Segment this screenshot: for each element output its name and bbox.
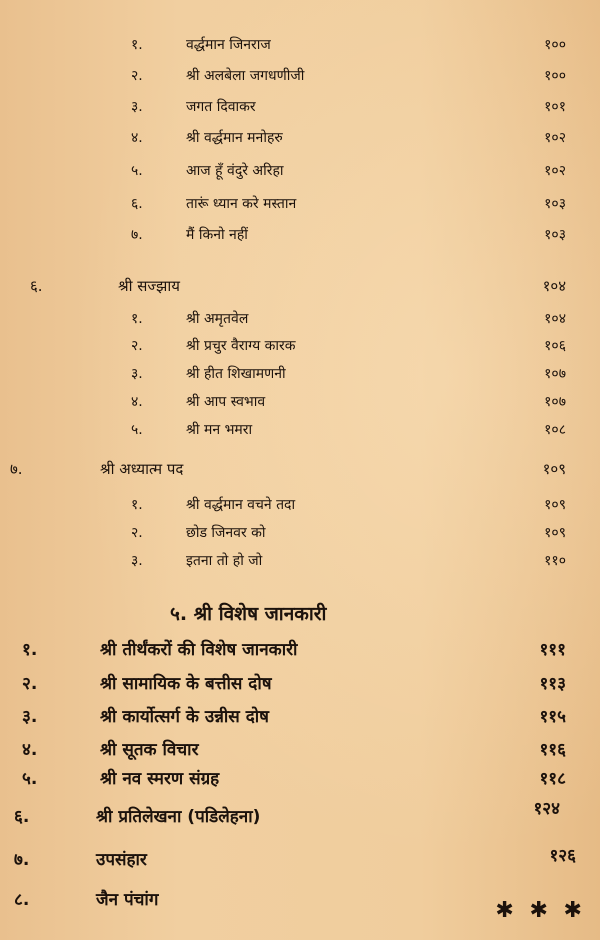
chapter-heading: ५. श्री विशेष जानकारी — [170, 603, 327, 625]
item-title: जगत दिवाकर — [186, 99, 256, 115]
page-number: ११६ — [539, 740, 566, 760]
list-item — [0, 418, 600, 442]
item-number: ३. — [131, 99, 143, 115]
item-number: ७. — [14, 850, 30, 870]
page-number: ११५ — [539, 707, 566, 727]
page-number: १०१ — [544, 99, 566, 115]
list-item — [0, 848, 600, 872]
item-title: श्री मन भमरा — [186, 422, 253, 438]
item-title: जैन पंचांग — [96, 890, 159, 910]
page-number: १०३ — [544, 227, 566, 243]
page-number: १२६ — [549, 846, 576, 866]
item-title: श्री वर्द्धमान मनोहरु — [186, 130, 283, 146]
item-number: ५. — [22, 769, 38, 789]
item-title: श्री अमृतवेल — [186, 311, 249, 327]
page-number: १०९ — [542, 460, 566, 478]
list-item — [0, 33, 600, 57]
section-heading — [0, 457, 600, 481]
list-item — [0, 223, 600, 247]
list-item — [0, 95, 600, 119]
item-number: ६. — [131, 196, 143, 212]
item-title: श्री प्रतिलेखना (पडिलेहना) — [96, 807, 261, 827]
item-number: ८. — [14, 890, 30, 910]
item-title: श्री तीर्थंकरों की विशेष जानकारी — [100, 640, 298, 660]
item-number: १. — [131, 37, 143, 53]
item-title: श्री सामायिक के बत्तीस दोष — [100, 674, 272, 694]
item-title: श्री सूतक विचार — [100, 740, 199, 760]
list-item — [0, 159, 600, 183]
page-number: १०९ — [544, 497, 566, 513]
item-number: ६. — [14, 807, 30, 827]
item-number: ३. — [131, 366, 143, 382]
item-number: २. — [131, 525, 143, 541]
section-number: ६. — [30, 277, 43, 295]
item-number: २. — [131, 68, 143, 84]
list-item — [0, 334, 600, 358]
page-number: १२४ — [533, 799, 560, 819]
item-number: ७. — [131, 227, 143, 243]
page-number: १०० — [544, 68, 566, 84]
asterisk-ornament: ✱ ✱ ✱ — [495, 898, 586, 923]
item-title: इतना तो हो जो — [186, 553, 263, 569]
page-number: १०० — [544, 37, 566, 53]
item-number: ३. — [22, 707, 38, 727]
item-number: २. — [131, 338, 143, 354]
list-item — [0, 64, 600, 88]
page-number: १०२ — [544, 130, 566, 146]
list-item — [0, 549, 600, 573]
section-title: श्री सज्झाय — [118, 277, 180, 295]
item-title: तारूं ध्यान करे मस्तान — [186, 196, 297, 212]
item-title: वर्द्धमान जिनराज — [186, 37, 271, 53]
item-number: २. — [22, 674, 38, 694]
list-item — [0, 126, 600, 150]
page-number: १०७ — [544, 394, 566, 410]
item-number: १. — [131, 497, 143, 513]
item-number: ३. — [131, 553, 143, 569]
list-item — [0, 638, 600, 662]
list-item — [0, 672, 600, 696]
page-number: १०२ — [544, 163, 566, 179]
item-title: श्री प्रचुर वैराग्य कारक — [186, 338, 296, 354]
item-number: ५. — [131, 422, 143, 438]
section-title: श्री अध्यात्म पद — [100, 460, 184, 478]
section-number: ७. — [10, 460, 23, 478]
item-title: मैं किनो नहीं — [186, 227, 248, 243]
item-title: उपसंहार — [96, 850, 147, 870]
list-item — [0, 738, 600, 762]
item-number: ४. — [131, 130, 143, 146]
item-number: १. — [22, 640, 38, 660]
list-item — [0, 493, 600, 517]
page-number: ११८ — [539, 769, 566, 789]
item-title: श्री कार्योत्सर्ग के उन्नीस दोष — [100, 707, 269, 727]
page-number: ११३ — [539, 674, 566, 694]
item-number: ५. — [131, 163, 143, 179]
item-title: श्री अलबेला जगधणीजी — [186, 68, 305, 84]
page-number: १०३ — [544, 196, 566, 212]
item-number: १. — [131, 311, 143, 327]
item-title: छोड जिनवर को — [186, 525, 266, 541]
item-title: श्री आप स्वभाव — [186, 394, 266, 410]
list-item — [0, 307, 600, 331]
page-number: १११ — [539, 640, 566, 660]
list-item — [0, 767, 600, 791]
item-number: ४. — [131, 394, 143, 410]
list-item — [0, 799, 600, 829]
page-number: १०४ — [544, 311, 566, 327]
page-number: १०४ — [542, 277, 566, 295]
list-item — [0, 192, 600, 216]
list-item — [0, 705, 600, 729]
item-title: श्री नव स्मरण संग्रह — [100, 769, 220, 789]
page-number: १०९ — [544, 525, 566, 541]
section-heading — [0, 274, 600, 298]
item-title: श्री हीत शिखामणनी — [186, 366, 286, 382]
page-number: १०७ — [544, 366, 566, 382]
list-item — [0, 521, 600, 545]
list-item — [0, 390, 600, 414]
item-number: ४. — [22, 740, 38, 760]
item-title: श्री वर्द्धमान वचने तदा — [186, 497, 296, 513]
list-item — [0, 362, 600, 386]
page-number: १०६ — [544, 338, 566, 354]
item-title: आज हूँ वंदुरे अरिहा — [186, 163, 284, 179]
page-number: १०८ — [544, 422, 566, 438]
page-number: ११० — [544, 553, 566, 569]
